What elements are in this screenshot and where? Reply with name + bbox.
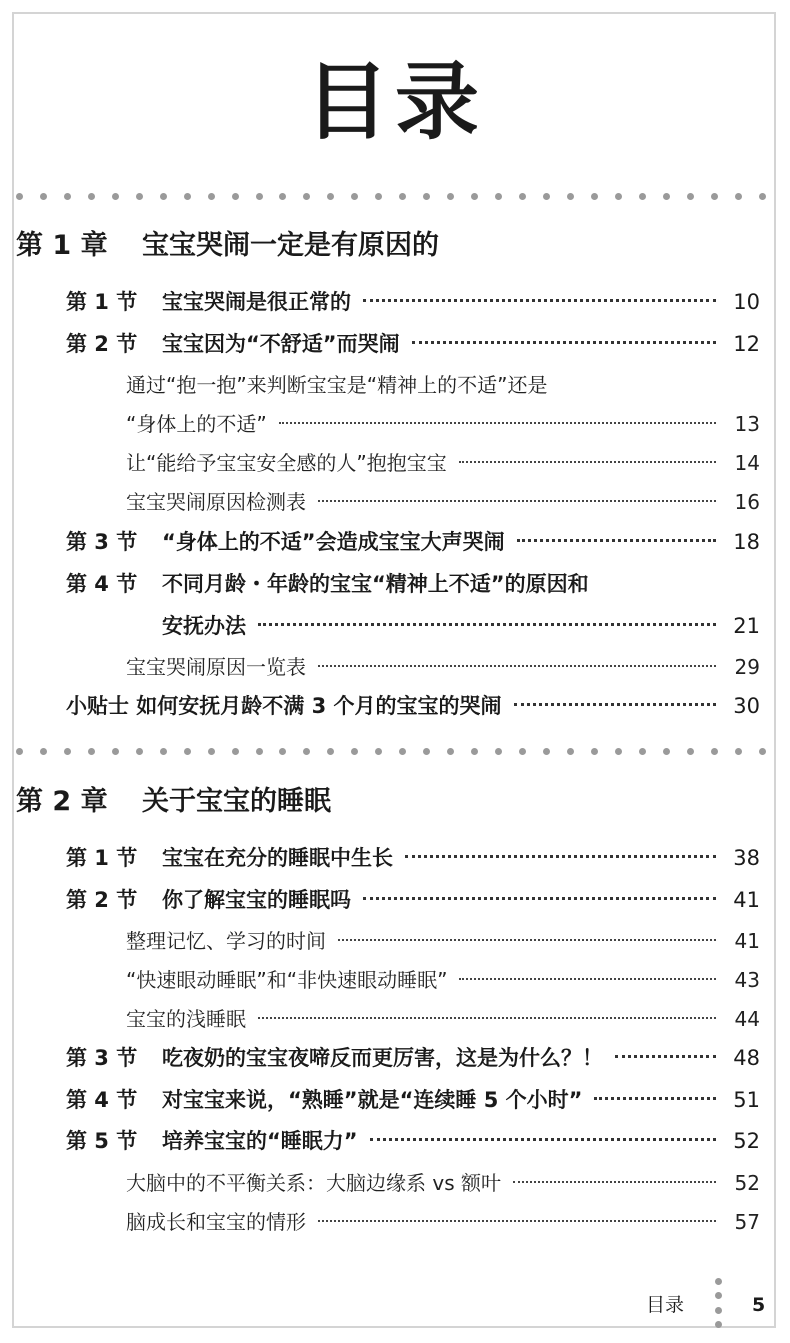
page-number: 13 — [734, 412, 760, 436]
chapter-label: 第 1 章 — [16, 230, 108, 261]
page-number: 18 — [733, 530, 760, 554]
divider-dot — [543, 193, 550, 200]
subsection-title: 大脑中的不平衡关系：大脑边缘系 vs 额叶 — [126, 1171, 501, 1195]
page-number: 38 — [733, 846, 760, 870]
divider-dot — [112, 193, 119, 200]
section-title: “身体上的不适”会造成宝宝大声哭闹 — [162, 530, 505, 554]
divider-dot — [351, 193, 358, 200]
toc-subentry[interactable] — [126, 448, 760, 478]
dotted-divider-1 — [16, 191, 766, 201]
subsection-title: “快速眼动睡眠”和“非快速眼动睡眠” — [126, 968, 448, 992]
divider-dot — [471, 193, 478, 200]
dot-leader — [517, 539, 716, 542]
dot-leader — [513, 1181, 716, 1183]
page-number: 57 — [734, 1210, 760, 1234]
toc-subentry[interactable] — [126, 1207, 760, 1237]
divider-dot — [495, 748, 502, 755]
toc-subentry[interactable] — [126, 1168, 760, 1198]
section-title: 宝宝哭闹是很正常的 — [162, 290, 351, 314]
toc-subentry[interactable] — [126, 409, 760, 439]
toc-subentry[interactable] — [126, 652, 760, 682]
divider-dot — [303, 748, 310, 755]
divider-dot — [687, 748, 694, 755]
chapter-1-heading — [16, 228, 439, 264]
divider-dot — [136, 748, 143, 755]
divider-dot — [591, 193, 598, 200]
divider-dot — [663, 748, 670, 755]
page-number: 52 — [733, 1129, 760, 1153]
divider-dot — [423, 193, 430, 200]
dot-leader — [405, 855, 716, 858]
dot-leader — [459, 978, 716, 980]
divider-dot — [543, 748, 550, 755]
divider-dot — [208, 748, 215, 755]
divider-dot — [711, 193, 718, 200]
subsection-title: “身体上的不适” — [126, 412, 267, 436]
page-number: 41 — [733, 888, 760, 912]
section-title: 对宝宝来说，“熟睡”就是“连续睡 5 个小时” — [162, 1088, 583, 1112]
divider-dot — [327, 748, 334, 755]
divider-dot — [232, 193, 239, 200]
chapter-2-heading — [16, 784, 331, 820]
subsection-title: 整理记忆、学习的时间 — [126, 929, 326, 953]
dot-leader — [338, 939, 716, 941]
toc-entry[interactable] — [66, 287, 760, 317]
divider-dot — [639, 193, 646, 200]
divider-dot — [735, 193, 742, 200]
divider-dot — [40, 193, 47, 200]
section-title: 安抚办法 — [162, 614, 246, 638]
page-number: 52 — [734, 1171, 760, 1195]
divider-dot — [160, 193, 167, 200]
divider-dot — [711, 748, 718, 755]
subsection-title-line1: 通过“抱一抱”来判断宝宝是“精神上的不适”还是 — [126, 373, 548, 397]
divider-dot — [16, 748, 23, 755]
section-label: 第 3 节 — [66, 530, 138, 554]
page-number: 44 — [734, 1007, 760, 1031]
page-number: 51 — [733, 1088, 760, 1112]
section-title: 你了解宝宝的睡眠吗 — [162, 888, 351, 912]
toc-subentry[interactable] — [126, 487, 760, 517]
divider-dot — [40, 748, 47, 755]
section-label: 第 4 节 — [66, 572, 138, 596]
toc-entry[interactable] — [162, 611, 760, 641]
divider-dot — [399, 193, 406, 200]
dot-leader — [258, 1017, 716, 1019]
toc-entry-line1[interactable] — [66, 569, 760, 599]
section-title: 宝宝因为“不舒适”而哭闹 — [162, 332, 400, 356]
page-number: 48 — [733, 1046, 760, 1070]
page-number: 12 — [733, 332, 760, 356]
divider-dot — [112, 748, 119, 755]
divider-dot — [351, 748, 358, 755]
subsection-title: 宝宝哭闹原因检测表 — [126, 490, 306, 514]
section-label: 第 3 节 — [66, 1046, 138, 1070]
footer-dot — [715, 1307, 722, 1314]
page-number: 10 — [733, 290, 760, 314]
subsection-title: 脑成长和宝宝的情形 — [126, 1210, 306, 1234]
section-title: 吃夜奶的宝宝夜啼反而更厉害，这是为什么？！ — [162, 1046, 603, 1070]
toc-entry[interactable] — [66, 1043, 760, 1073]
dot-leader — [363, 299, 716, 302]
divider-dot — [447, 193, 454, 200]
page-number: 14 — [734, 451, 760, 475]
divider-dot — [567, 748, 574, 755]
divider-dot — [136, 193, 143, 200]
dot-leader — [279, 422, 716, 424]
divider-dot — [447, 748, 454, 755]
footer-page-number: 5 — [752, 1294, 766, 1316]
subsection-title: 让“能给予宝宝安全感的人”抱抱宝宝 — [126, 451, 447, 475]
toc-subentry[interactable] — [126, 965, 760, 995]
divider-dot — [88, 748, 95, 755]
dotted-divider-2 — [16, 746, 766, 756]
dot-leader — [459, 461, 716, 463]
divider-dot — [303, 193, 310, 200]
divider-dot — [759, 193, 766, 200]
divider-dot — [423, 748, 430, 755]
divider-dot — [759, 748, 766, 755]
chapter-title: 关于宝宝的睡眠 — [142, 786, 331, 817]
section-label: 第 2 节 — [66, 888, 138, 912]
divider-dot — [208, 193, 215, 200]
divider-dot — [519, 193, 526, 200]
section-label: 第 5 节 — [66, 1129, 138, 1153]
divider-dot — [160, 748, 167, 755]
divider-dot — [279, 193, 286, 200]
toc-subentry[interactable] — [126, 1004, 760, 1034]
page-number: 16 — [734, 490, 760, 514]
dot-leader — [318, 665, 716, 667]
section-title: 培养宝宝的“睡眠力” — [162, 1129, 358, 1153]
chapter-title: 宝宝哭闹一定是有原因的 — [142, 230, 439, 261]
dot-leader — [318, 1220, 716, 1222]
divider-dot — [519, 748, 526, 755]
toc-tip-entry[interactable] — [66, 691, 760, 721]
dot-leader — [594, 1097, 716, 1100]
divider-dot — [471, 748, 478, 755]
footer-dots — [715, 1278, 723, 1328]
divider-dot — [615, 748, 622, 755]
divider-dot — [184, 193, 191, 200]
footer-label: 目录 — [646, 1294, 685, 1316]
dot-leader — [318, 500, 716, 502]
toc-entry[interactable] — [66, 527, 760, 557]
toc-entry[interactable] — [66, 329, 760, 359]
section-label: 第 1 节 — [66, 290, 138, 314]
divider-dot — [64, 193, 71, 200]
dot-leader — [363, 897, 716, 900]
dot-leader — [514, 703, 716, 706]
page-number: 30 — [733, 694, 760, 718]
dot-leader — [258, 623, 716, 626]
footer-dot — [715, 1278, 722, 1285]
section-label: 第 2 节 — [66, 332, 138, 356]
toc-entry[interactable] — [66, 843, 760, 873]
section-label: 第 4 节 — [66, 1088, 138, 1112]
divider-dot — [232, 748, 239, 755]
chapter-label: 第 2 章 — [16, 786, 108, 817]
dot-leader — [615, 1055, 716, 1058]
toc-subentry-line1[interactable] — [126, 370, 760, 400]
divider-dot — [399, 748, 406, 755]
subsection-title: 宝宝哭闹原因一览表 — [126, 655, 306, 679]
section-title-line1: 不同月龄・年龄的宝宝“精神上不适”的原因和 — [162, 572, 589, 596]
page-title: 目录 — [304, 53, 485, 151]
divider-dot — [663, 193, 670, 200]
divider-dot — [64, 748, 71, 755]
divider-dot — [375, 193, 382, 200]
divider-dot — [687, 193, 694, 200]
divider-dot — [256, 748, 263, 755]
divider-dot — [327, 193, 334, 200]
divider-dot — [591, 748, 598, 755]
divider-dot — [615, 193, 622, 200]
divider-dot — [256, 193, 263, 200]
divider-dot — [184, 748, 191, 755]
divider-dot — [495, 193, 502, 200]
tip-title: 小贴士 如何安抚月龄不满 3 个月的宝宝的哭闹 — [66, 694, 502, 718]
page-number: 41 — [734, 929, 760, 953]
dot-leader — [412, 341, 716, 344]
divider-dot — [279, 748, 286, 755]
footer-dot — [715, 1292, 722, 1299]
footer-dot — [715, 1321, 722, 1328]
page-number: 29 — [734, 655, 760, 679]
toc-entry[interactable] — [66, 885, 760, 915]
divider-dot — [16, 193, 23, 200]
toc-entry[interactable] — [66, 1085, 760, 1115]
divider-dot — [567, 193, 574, 200]
divider-dot — [735, 748, 742, 755]
divider-dot — [375, 748, 382, 755]
dot-leader — [370, 1138, 716, 1141]
toc-entry[interactable] — [66, 1126, 760, 1156]
section-title: 宝宝在充分的睡眠中生长 — [162, 846, 393, 870]
divider-dot — [88, 193, 95, 200]
section-label: 第 1 节 — [66, 846, 138, 870]
subsection-title: 宝宝的浅睡眠 — [126, 1007, 246, 1031]
divider-dot — [639, 748, 646, 755]
page-number: 21 — [733, 614, 760, 638]
toc-subentry[interactable] — [126, 926, 760, 956]
page-number: 43 — [734, 968, 760, 992]
